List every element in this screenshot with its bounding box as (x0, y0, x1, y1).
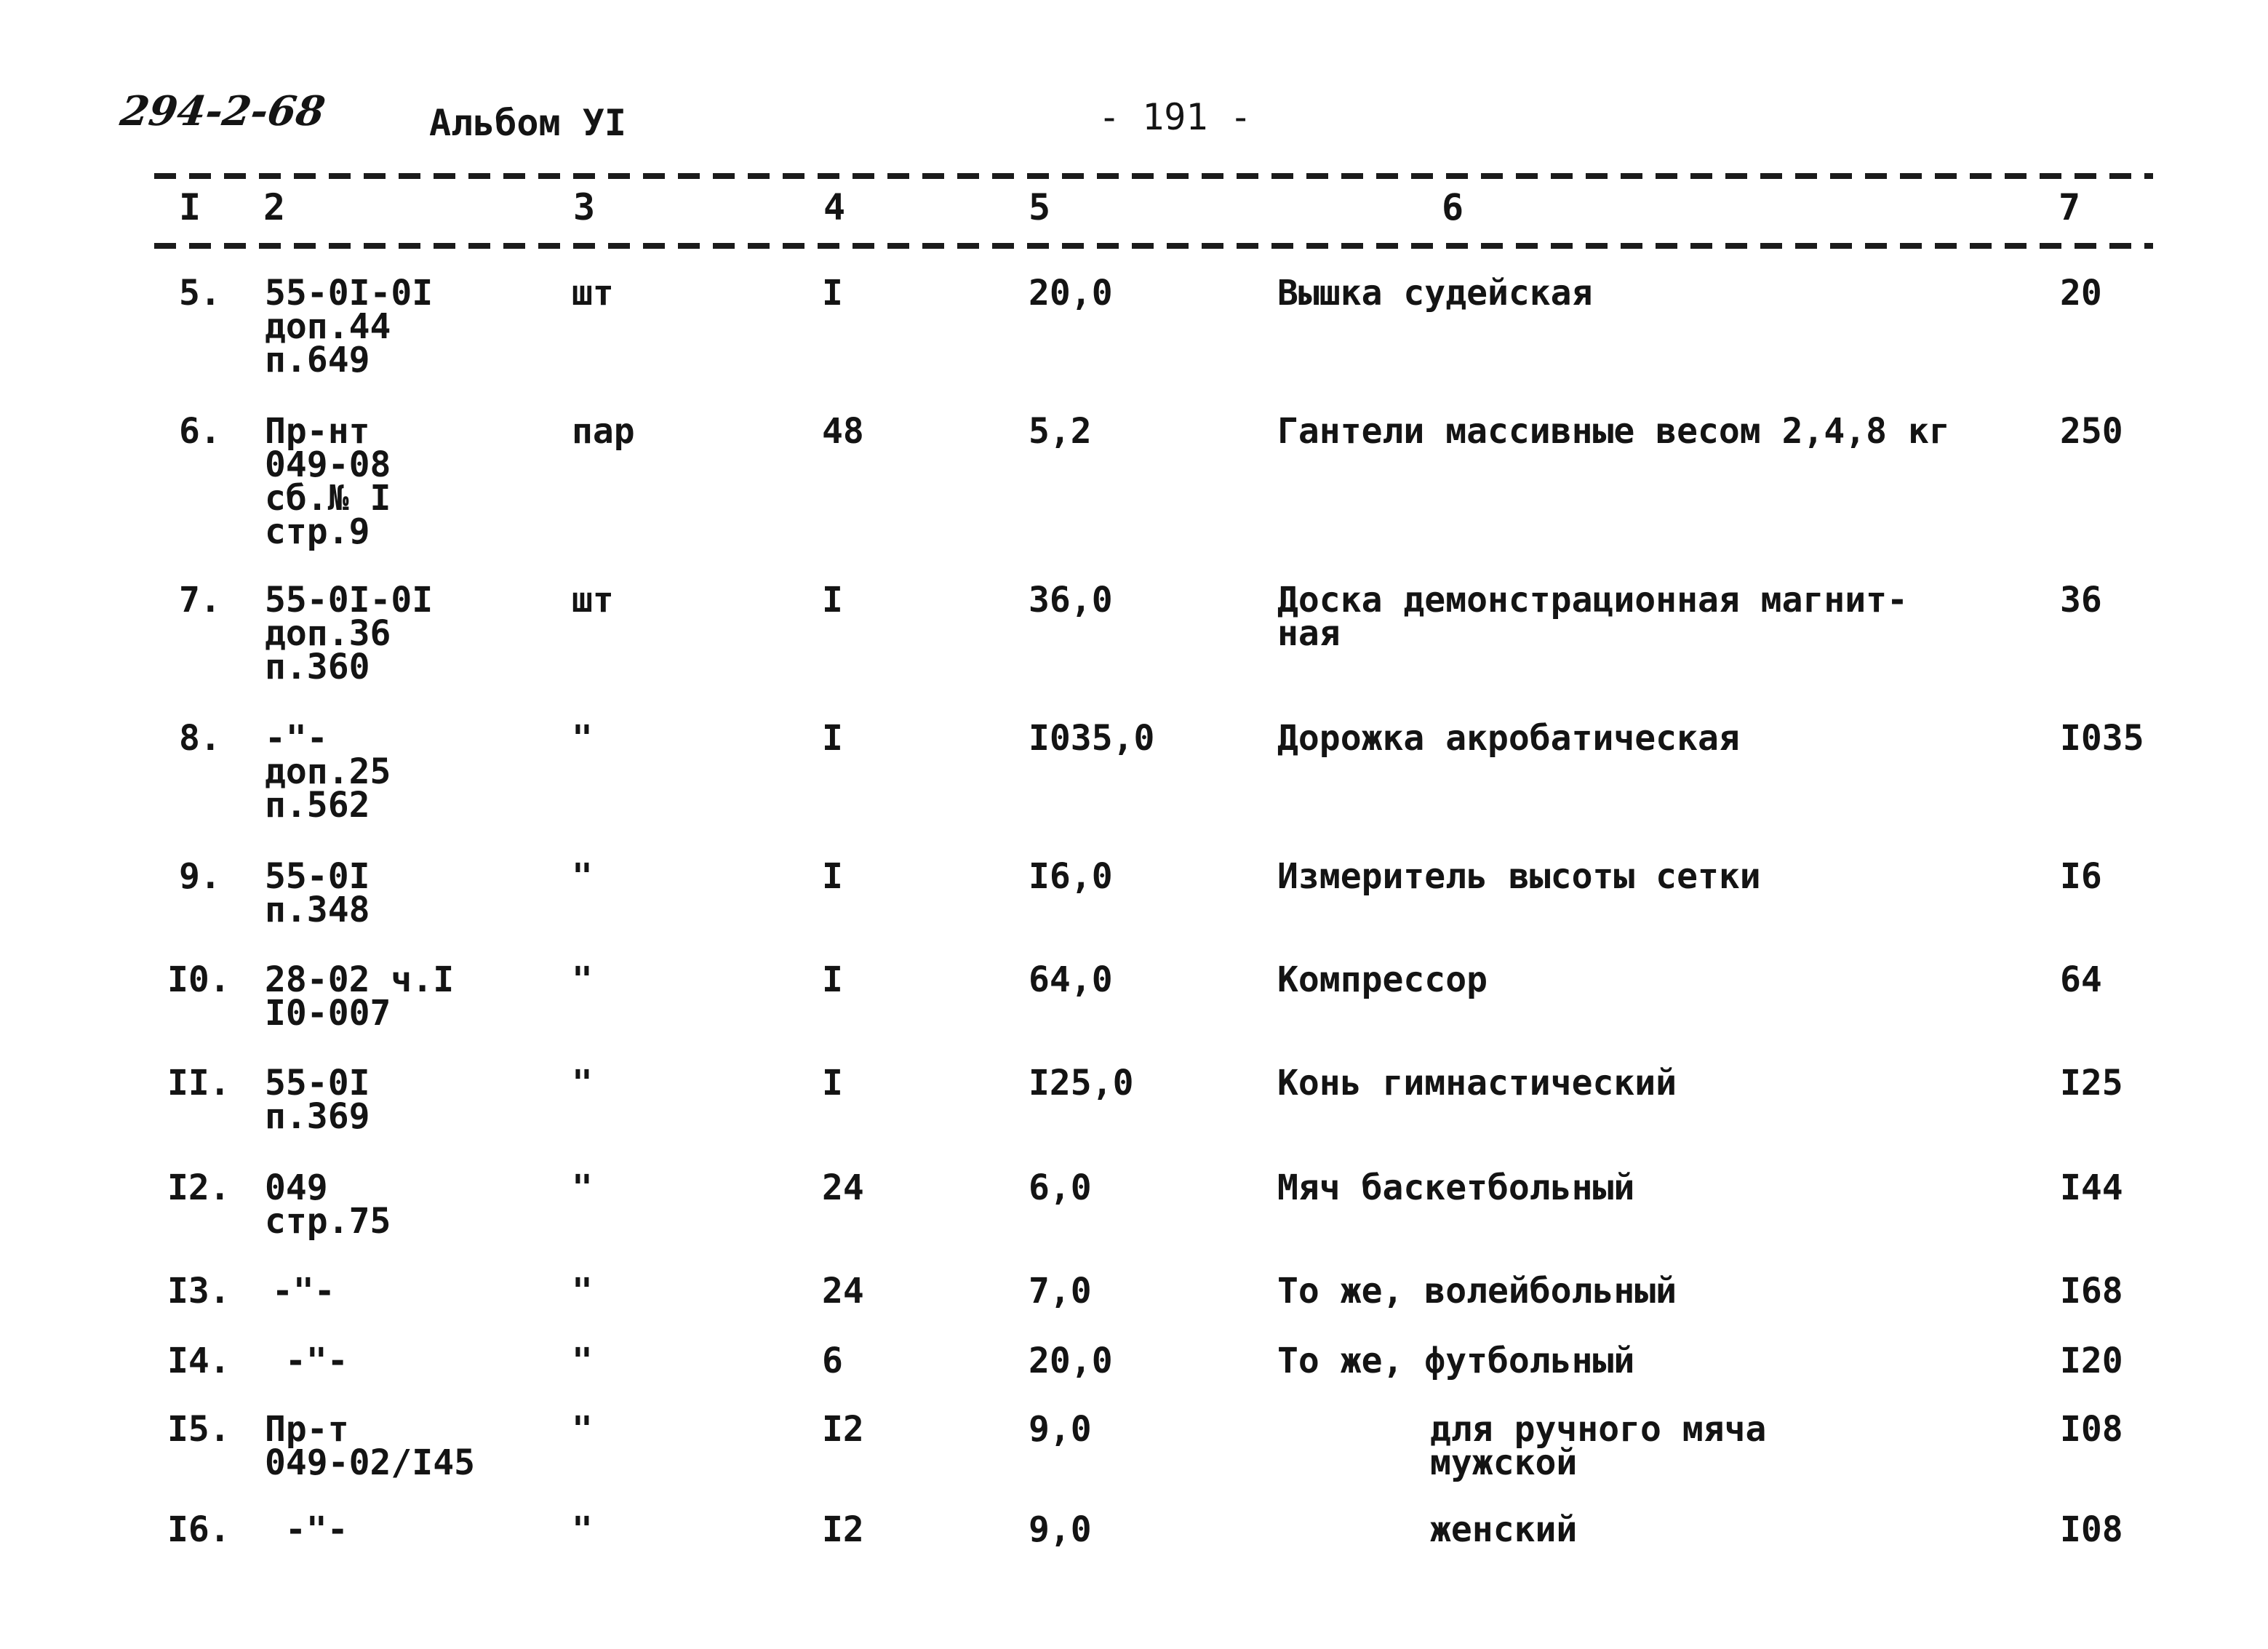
unit-price: 36,0 (1029, 580, 1113, 620)
row-number: 9. (179, 856, 221, 897)
unit-price: I25,0 (1029, 1063, 1134, 1103)
total: I20 (2060, 1341, 2123, 1381)
total: I08 (2060, 1409, 2123, 1450)
unit: " (572, 1409, 593, 1450)
reference-code: -"- (272, 1271, 335, 1311)
column-header-2: 2 (263, 186, 286, 228)
quantity: I (822, 718, 843, 759)
row-number: 7. (179, 580, 221, 620)
unit: " (572, 856, 593, 897)
unit: " (572, 1063, 593, 1103)
reference-code: 049 стр.75 (265, 1167, 391, 1242)
reference-code: 55-0I-0I доп.44 п.649 (265, 273, 434, 380)
unit: " (572, 1341, 593, 1381)
reference-code: Пр-т 049-02/I45 (265, 1409, 475, 1483)
quantity: I (822, 856, 843, 897)
row-number: I0. (167, 959, 231, 1000)
document-code: 294-2-68 (117, 87, 328, 135)
item-name: Мяч баскетбольный (1277, 1167, 1635, 1208)
total: 64 (2060, 959, 2102, 1000)
reference-code: -"- (285, 1509, 348, 1550)
unit-price: 7,0 (1029, 1271, 1092, 1311)
quantity: 48 (822, 411, 864, 452)
row-number: I2. (167, 1167, 231, 1208)
quantity: I (822, 1063, 843, 1103)
reference-code: -"- доп.25 п.562 (265, 718, 391, 826)
quantity: 6 (822, 1341, 843, 1381)
unit-price: 9,0 (1029, 1509, 1092, 1550)
row-number: I6. (167, 1509, 231, 1550)
row-number: I5. (167, 1409, 231, 1450)
reference-code: Пр-нт 049-08 сб.№ I стр.9 (265, 411, 391, 552)
item-name: Компрессор (1277, 959, 1488, 1000)
unit: " (572, 959, 593, 1000)
unit-price: 9,0 (1029, 1409, 1092, 1450)
quantity: I (822, 580, 843, 620)
total: 250 (2060, 411, 2123, 452)
column-header-7: 7 (2059, 186, 2081, 228)
total: I68 (2060, 1271, 2123, 1311)
column-header-1: I (179, 186, 201, 228)
quantity: I2 (822, 1509, 864, 1550)
album-label: Альбом УI (429, 102, 626, 144)
item-name: То же, футбольный (1277, 1341, 1635, 1381)
total: I035 (2060, 718, 2144, 759)
row-number: 5. (179, 273, 221, 314)
total: I6 (2060, 856, 2102, 897)
unit-price: 20,0 (1029, 273, 1113, 314)
unit-price: I6,0 (1029, 856, 1113, 897)
row-number: 8. (179, 718, 221, 759)
item-name: женский (1430, 1509, 1578, 1550)
column-header-6: 6 (1442, 186, 1464, 228)
unit: шт (572, 273, 614, 314)
row-number: I3. (167, 1271, 231, 1311)
unit-price: I035,0 (1029, 718, 1155, 759)
total: I44 (2060, 1167, 2123, 1208)
column-header-3: 3 (573, 186, 596, 228)
unit-price: 20,0 (1029, 1341, 1113, 1381)
item-name: Дорожка акробатическая (1277, 718, 1740, 759)
reference-code: 55-0I-0I доп.36 п.360 (265, 580, 434, 687)
unit: шт (572, 580, 614, 620)
item-name: Доска демонстрационная магнит- ная (1277, 580, 1908, 654)
total: I25 (2060, 1063, 2123, 1103)
unit: " (572, 718, 593, 759)
item-name: для ручного мяча мужской (1430, 1409, 1767, 1483)
quantity: I (822, 273, 843, 314)
quantity: 24 (822, 1167, 864, 1208)
unit: " (572, 1271, 593, 1311)
item-name: Вышка судейская (1277, 273, 1593, 314)
total: 20 (2060, 273, 2102, 314)
column-header-4: 4 (823, 186, 846, 228)
reference-code: 55-0I п.369 (265, 1063, 370, 1137)
item-name: То же, волейбольный (1277, 1271, 1677, 1311)
total: I08 (2060, 1509, 2123, 1550)
quantity: I (822, 959, 843, 1000)
page-number: - 191 - (1098, 96, 1252, 138)
quantity: 24 (822, 1271, 864, 1311)
reference-code: 55-0I п.348 (265, 856, 370, 930)
reference-code: 28-02 ч.I I0-007 (265, 959, 455, 1034)
column-header-5: 5 (1029, 186, 1051, 228)
unit: " (572, 1509, 593, 1550)
total: 36 (2060, 580, 2102, 620)
top-rule (154, 173, 2153, 179)
unit-price: 64,0 (1029, 959, 1113, 1000)
item-name: Измеритель высоты сетки (1277, 856, 1761, 897)
header-rule (154, 243, 2153, 249)
quantity: I2 (822, 1409, 864, 1450)
unit: пар (572, 411, 635, 452)
row-number: II. (167, 1063, 231, 1103)
unit-price: 5,2 (1029, 411, 1092, 452)
row-number: 6. (179, 411, 221, 452)
unit: " (572, 1167, 593, 1208)
row-number: I4. (167, 1341, 231, 1381)
item-name: Конь гимнастический (1277, 1063, 1677, 1103)
unit-price: 6,0 (1029, 1167, 1092, 1208)
reference-code: -"- (285, 1341, 348, 1381)
item-name: Гантели массивные весом 2,4,8 кг (1277, 411, 1950, 452)
